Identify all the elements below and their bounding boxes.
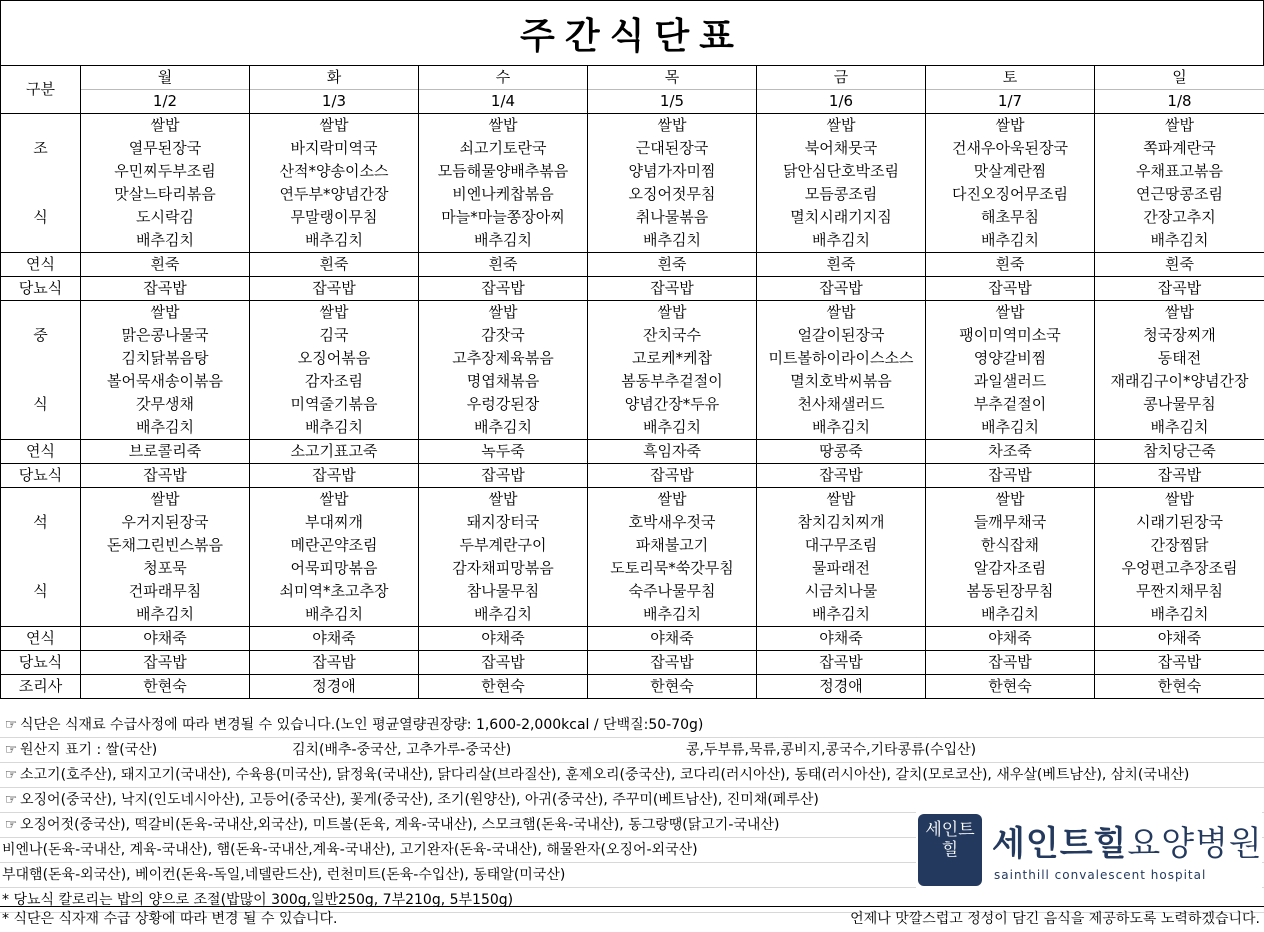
footer-left-text: * 식단은 식자재 수급 상황에 따라 변경 될 수 있습니다. [2, 907, 338, 931]
date-header: 1/8 [1095, 90, 1264, 114]
note-line: ☞ 오징어젓(중국산), 떡갈비(돈육-국내산,외국산), 미트볼(돈육, 계육-국내산), 스모크햄(돈육-국내산), 동그랑땡(닭고기-국내산) [0, 813, 1264, 838]
menu-item: 쌀밥 [250, 114, 419, 138]
menu-item: 우엉편고추장조림 [1095, 557, 1264, 580]
menu-row [1, 580, 1264, 603]
menu-item: 쌀밥 [926, 114, 1095, 138]
menu-item: 배추김치 [757, 603, 926, 627]
menu-item: 돈채그린빈스볶음 [81, 534, 250, 557]
menu-item: 우민찌두부조림 [81, 160, 250, 183]
menu-row [1, 114, 1264, 138]
menu-item: 해초무침 [926, 206, 1095, 229]
menu-item: 재래김구이*양념간장 [1095, 370, 1264, 393]
menu-item: 오징어젓무침 [588, 183, 757, 206]
diet-item: 잡곡밥 [1095, 464, 1264, 488]
menu-item: 쌀밥 [250, 301, 419, 325]
menu-item: 배추김치 [81, 603, 250, 627]
pointing-hand-icon: ☞ [2, 738, 20, 762]
menu-item: 마늘*마늘쫑장아찌 [419, 206, 588, 229]
menu-item: 알감자조림 [926, 557, 1095, 580]
diet-item: 참치당근죽 [1095, 440, 1264, 464]
menu-item: 들깨무채국 [926, 511, 1095, 534]
diet-label: 당뇨식 [1, 651, 81, 675]
menu-item: 배추김치 [250, 416, 419, 440]
note-line: * 당뇨식 칼로리는 밥의 양으로 조절(밥많이 300g,일반250g, 7부210g, 5부150g) [0, 888, 1264, 913]
menu-item: 양념가자미찜 [588, 160, 757, 183]
header-row-dates [1, 90, 1264, 114]
diet-item: 잡곡밥 [588, 651, 757, 675]
header-row-days [1, 66, 1264, 90]
note-line: ☞ 오징어(중국산), 낙지(인도네시아산), 고등어(중국산), 꽃게(중국산), 조기(원양산), 아귀(중국산), 주꾸미(베트남산), 진미채(페루산) [0, 788, 1264, 813]
meal-label [1, 301, 81, 325]
menu-item: 배추김치 [419, 416, 588, 440]
day-header: 화 [250, 66, 419, 90]
day-header: 금 [757, 66, 926, 90]
menu-item: 참나물무침 [419, 580, 588, 603]
footer [0, 906, 1264, 932]
menu-item: 오징어볶음 [250, 347, 419, 370]
diet-item: 잡곡밥 [250, 464, 419, 488]
menu-item: 대구무조림 [757, 534, 926, 557]
menu-row [1, 416, 1264, 440]
diet-item: 잡곡밥 [1095, 277, 1264, 301]
menu-item: 얼갈이된장국 [757, 324, 926, 347]
diet-item: 잡곡밥 [419, 277, 588, 301]
menu-row [1, 534, 1264, 557]
day-header: 월 [81, 66, 250, 90]
diet-item: 잡곡밥 [419, 464, 588, 488]
cook-row [1, 675, 1264, 699]
date-header: 1/2 [81, 90, 250, 114]
diet-item: 차조죽 [926, 440, 1095, 464]
menu-item: 배추김치 [419, 229, 588, 253]
menu-row [1, 160, 1264, 183]
menu-item: 쇠고기토란국 [419, 137, 588, 160]
menu-item: 배추김치 [81, 416, 250, 440]
menu-item: 영양갈비찜 [926, 347, 1095, 370]
menu-item: 배추김치 [926, 603, 1095, 627]
menu-item: 멸치호박씨볶음 [757, 370, 926, 393]
menu-item: 연두부*양념간장 [250, 183, 419, 206]
menu-item: 참치김치찌개 [757, 511, 926, 534]
meal-label [1, 488, 81, 512]
pointing-hand-icon: ☞ [2, 788, 20, 812]
menu-item: 부대찌개 [250, 511, 419, 534]
menu-item: 양념간장*두유 [588, 393, 757, 416]
menu-item: 건파래무침 [81, 580, 250, 603]
menu-item: 쌀밥 [588, 114, 757, 138]
menu-item: 간장찜닭 [1095, 534, 1264, 557]
diet-item: 야채죽 [250, 627, 419, 651]
meal-label: 식 [1, 580, 81, 603]
meal-label: 조 [1, 137, 81, 160]
menu-item: 쌀밥 [926, 301, 1095, 325]
menu-item: 쇠미역*초고추장 [250, 580, 419, 603]
menu-item: 배추김치 [588, 229, 757, 253]
menu-item: 산적*양송이소스 [250, 160, 419, 183]
menu-item: 비엔나케찹볶음 [419, 183, 588, 206]
date-header: 1/6 [757, 90, 926, 114]
menu-item: 돼지장터국 [419, 511, 588, 534]
note-line: 부대햄(돈육-외국산), 베이컨(돈육-독일,네델란드산), 런천미트(돈육-수입산), 동태알(미국산) [0, 863, 1264, 888]
menu-item: 배추김치 [250, 603, 419, 627]
menu-item: 모듬콩조림 [757, 183, 926, 206]
meal-label [1, 416, 81, 440]
note-line: ☞ 원산지 표기 : 쌀(국산) 김치(배추-중국산, 고추가루-중국산) 콩,두부류,묵류,콩비지,콩국수,기타콩류(수입산) [0, 738, 1264, 763]
menu-item: 물파래전 [757, 557, 926, 580]
hospital-logo [916, 812, 1262, 888]
diet-label: 연식 [1, 440, 81, 464]
menu-item: 배추김치 [1095, 416, 1264, 440]
diet-item: 잡곡밥 [757, 464, 926, 488]
menu-row [1, 183, 1264, 206]
menu-item: 다진오징어무조림 [926, 183, 1095, 206]
menu-item: 배추김치 [588, 416, 757, 440]
menu-row [1, 393, 1264, 416]
menu-item: 명엽채볶음 [419, 370, 588, 393]
menu-item: 도토리묵*쑥갓무침 [588, 557, 757, 580]
menu-row [1, 206, 1264, 229]
menu-row [1, 370, 1264, 393]
menu-item: 배추김치 [1095, 603, 1264, 627]
diet-item: 잡곡밥 [250, 277, 419, 301]
menu-item: 쌀밥 [81, 301, 250, 325]
meal-label [1, 557, 81, 580]
menu-item: 맛살계란찜 [926, 160, 1095, 183]
menu-item: 감잣국 [419, 324, 588, 347]
menu-item: 배추김치 [588, 603, 757, 627]
day-header: 토 [926, 66, 1095, 90]
cook-name: 한현숙 [926, 675, 1095, 699]
menu-item: 모듬해물양배추볶음 [419, 160, 588, 183]
menu-item: 잔치국수 [588, 324, 757, 347]
meal-label [1, 370, 81, 393]
diet-label: 당뇨식 [1, 464, 81, 488]
menu-item: 배추김치 [419, 603, 588, 627]
diet-item: 땅콩죽 [757, 440, 926, 464]
meal-label: 석 [1, 511, 81, 534]
diet-item: 잡곡밥 [757, 277, 926, 301]
menu-row [1, 557, 1264, 580]
meal-label: 중 [1, 324, 81, 347]
menu-item: 김국 [250, 324, 419, 347]
menu-item: 우거지된장국 [81, 511, 250, 534]
meal-label [1, 603, 81, 627]
weekly-menu-table [0, 66, 1264, 699]
date-header: 1/3 [250, 90, 419, 114]
menu-item: 간장고추지 [1095, 206, 1264, 229]
menu-item: 고로케*케찹 [588, 347, 757, 370]
cook-name: 한현숙 [419, 675, 588, 699]
menu-item: 쌀밥 [1095, 114, 1264, 138]
menu-item: 쌀밥 [81, 488, 250, 512]
menu-item: 배추김치 [926, 229, 1095, 253]
menu-item: 우채표고볶음 [1095, 160, 1264, 183]
day-header: 수 [419, 66, 588, 90]
menu-row [1, 229, 1264, 253]
menu-row [1, 511, 1264, 534]
menu-item: 멸치시래기지짐 [757, 206, 926, 229]
menu-item: 배추김치 [1095, 229, 1264, 253]
menu-item: 콩나물무침 [1095, 393, 1264, 416]
cook-name: 한현숙 [1095, 675, 1264, 699]
menu-item: 쌀밥 [757, 488, 926, 512]
diet-item: 흰죽 [250, 253, 419, 277]
menu-item: 배추김치 [757, 416, 926, 440]
menu-row [1, 301, 1264, 325]
pointing-hand-icon: ☞ [2, 813, 20, 837]
menu-item: 우렁강된장 [419, 393, 588, 416]
menu-item: 호박새우젓국 [588, 511, 757, 534]
menu-item: 봄동된장무침 [926, 580, 1095, 603]
menu-item: 쌀밥 [419, 301, 588, 325]
diet-item: 야채죽 [1095, 627, 1264, 651]
logo-mark: 세인트힐 [918, 814, 982, 886]
menu-item: 닭안심단호박조림 [757, 160, 926, 183]
menu-item: 동태전 [1095, 347, 1264, 370]
menu-item: 숙주나물무침 [588, 580, 757, 603]
menu-item: 미트볼하이라이스소스 [757, 347, 926, 370]
menu-item: 두부계란구이 [419, 534, 588, 557]
meal-label [1, 229, 81, 253]
menu-item: 쌀밥 [588, 301, 757, 325]
cook-name: 한현숙 [81, 675, 250, 699]
menu-item: 팽이미역미소국 [926, 324, 1095, 347]
diet-item: 야채죽 [81, 627, 250, 651]
menu-row [1, 603, 1264, 627]
diet-item: 잡곡밥 [419, 651, 588, 675]
diet-label: 연식 [1, 627, 81, 651]
menu-item: 도시락김 [81, 206, 250, 229]
diet-label: 연식 [1, 253, 81, 277]
menu-item: 연근땅콩조림 [1095, 183, 1264, 206]
diet-item: 잡곡밥 [81, 277, 250, 301]
menu-item: 쌀밥 [757, 301, 926, 325]
menu-row [1, 488, 1264, 512]
menu-row [1, 347, 1264, 370]
diet-item: 야채죽 [419, 627, 588, 651]
diet-item: 흰죽 [926, 253, 1095, 277]
menu-item: 근대된장국 [588, 137, 757, 160]
date-header: 1/4 [419, 90, 588, 114]
special-diet-row [1, 627, 1264, 651]
diet-item: 흰죽 [588, 253, 757, 277]
diet-item: 소고기표고죽 [250, 440, 419, 464]
menu-item: 쌀밥 [1095, 488, 1264, 512]
menu-item: 배추김치 [81, 229, 250, 253]
diet-item: 야채죽 [757, 627, 926, 651]
date-header: 1/5 [588, 90, 757, 114]
menu-item: 파채불고기 [588, 534, 757, 557]
menu-item: 청국장찌개 [1095, 324, 1264, 347]
meal-label [1, 160, 81, 183]
meal-label [1, 114, 81, 138]
diet-item: 야채죽 [588, 627, 757, 651]
menu-item: 배추김치 [757, 229, 926, 253]
menu-item: 쌀밥 [419, 488, 588, 512]
diet-item: 흰죽 [81, 253, 250, 277]
diet-item: 녹두죽 [419, 440, 588, 464]
menu-item: 쌀밥 [588, 488, 757, 512]
menu-item: 건새우아욱된장국 [926, 137, 1095, 160]
diet-item: 잡곡밥 [588, 464, 757, 488]
menu-item: 쪽파계란국 [1095, 137, 1264, 160]
diet-item: 브로콜리죽 [81, 440, 250, 464]
menu-item: 볼어묵새송이볶음 [81, 370, 250, 393]
menu-item: 쌀밥 [1095, 301, 1264, 325]
date-header: 1/7 [926, 90, 1095, 114]
logo-name: 세인트힐요양병원 [992, 816, 1263, 865]
menu-item: 바지락미역국 [250, 137, 419, 160]
cook-name: 정경애 [250, 675, 419, 699]
special-diet-row [1, 277, 1264, 301]
diet-item: 흰죽 [757, 253, 926, 277]
diet-item: 잡곡밥 [926, 464, 1095, 488]
menu-item: 쌀밥 [926, 488, 1095, 512]
menu-item: 맑은콩나물국 [81, 324, 250, 347]
pointing-hand-icon: ☞ [2, 763, 20, 787]
menu-item: 시래기된장국 [1095, 511, 1264, 534]
footer-right-text: 언제나 맛깔스럽고 정성이 담긴 음식을 제공하도록 노력하겠습니다. [850, 907, 1260, 931]
menu-item: 쌀밥 [250, 488, 419, 512]
menu-row [1, 324, 1264, 347]
pointing-hand-icon: ☞ [2, 713, 20, 737]
diet-item: 잡곡밥 [588, 277, 757, 301]
menu-item: 김치닭볶음탕 [81, 347, 250, 370]
menu-item: 시금치나물 [757, 580, 926, 603]
meal-label: 식 [1, 393, 81, 416]
meal-label [1, 183, 81, 206]
menu-item: 갓무생채 [81, 393, 250, 416]
menu-item: 봄동부추겉절이 [588, 370, 757, 393]
special-diet-row [1, 651, 1264, 675]
diet-item: 잡곡밥 [81, 651, 250, 675]
diet-item: 흰죽 [1095, 253, 1264, 277]
day-header: 목 [588, 66, 757, 90]
menu-item: 무말랭이무침 [250, 206, 419, 229]
menu-item: 어묵피망볶음 [250, 557, 419, 580]
diet-item: 잡곡밥 [926, 277, 1095, 301]
menu-item: 고추장제육볶음 [419, 347, 588, 370]
note-line: ☞ 소고기(호주산), 돼지고기(국내산), 수육용(미국산), 닭정육(국내산), 닭다리살(브라질산), 훈제오리(중국산), 코다리(러시아산), 동태(러시아산), 갈치(모로코산), 새우살(베트남산), 삼치(국내산) [0, 763, 1264, 788]
meal-label: 식 [1, 206, 81, 229]
menu-item: 북어채뭇국 [757, 137, 926, 160]
special-diet-row [1, 253, 1264, 277]
menu-item: 무짠지채무침 [1095, 580, 1264, 603]
menu-item: 부추겉절이 [926, 393, 1095, 416]
meal-label [1, 534, 81, 557]
meal-label [1, 347, 81, 370]
menu-row [1, 137, 1264, 160]
note-line: ☞ 식단은 식재료 수급사정에 따라 변경될 수 있습니다.(노인 평균열량권장량: 1,600-2,000kcal / 단백질:50-70g) [0, 713, 1264, 738]
menu-item: 배추김치 [926, 416, 1095, 440]
menu-item: 배추김치 [250, 229, 419, 253]
menu-item: 감자조림 [250, 370, 419, 393]
diet-item: 잡곡밥 [757, 651, 926, 675]
cook-name: 정경애 [757, 675, 926, 699]
diet-label: 당뇨식 [1, 277, 81, 301]
note-line: 비엔나(돈육-국내산, 계육-국내산), 햄(돈육-국내산,계육-국내산), 고기완자(돈육-국내산), 해물완자(오징어-외국산) [0, 838, 1264, 863]
logo-english: sainthill convalescent hospital [994, 868, 1206, 882]
menu-item: 미역줄기볶음 [250, 393, 419, 416]
menu-item: 맛살느타리볶음 [81, 183, 250, 206]
menu-item: 열무된장국 [81, 137, 250, 160]
diet-item: 야채죽 [926, 627, 1095, 651]
special-diet-row [1, 464, 1264, 488]
menu-item: 한식잡채 [926, 534, 1095, 557]
special-diet-row [1, 440, 1264, 464]
cook-name: 한현숙 [588, 675, 757, 699]
menu-item: 천사채샐러드 [757, 393, 926, 416]
menu-item: 과일샐러드 [926, 370, 1095, 393]
menu-item: 쌀밥 [81, 114, 250, 138]
diet-item: 잡곡밥 [1095, 651, 1264, 675]
menu-item: 쌀밥 [757, 114, 926, 138]
corner-label: 구분 [1, 66, 81, 114]
day-header: 일 [1095, 66, 1264, 90]
diet-item: 흑임자죽 [588, 440, 757, 464]
page-title: 주간식단표 [0, 0, 1264, 66]
cook-label: 조리사 [1, 675, 81, 699]
menu-item: 감자채피망볶음 [419, 557, 588, 580]
diet-item: 잡곡밥 [81, 464, 250, 488]
diet-item: 잡곡밥 [250, 651, 419, 675]
menu-item: 청포묵 [81, 557, 250, 580]
diet-item: 흰죽 [419, 253, 588, 277]
menu-item: 쌀밥 [419, 114, 588, 138]
menu-item: 메란곤약조림 [250, 534, 419, 557]
menu-item: 취나물볶음 [588, 206, 757, 229]
diet-item: 잡곡밥 [926, 651, 1095, 675]
